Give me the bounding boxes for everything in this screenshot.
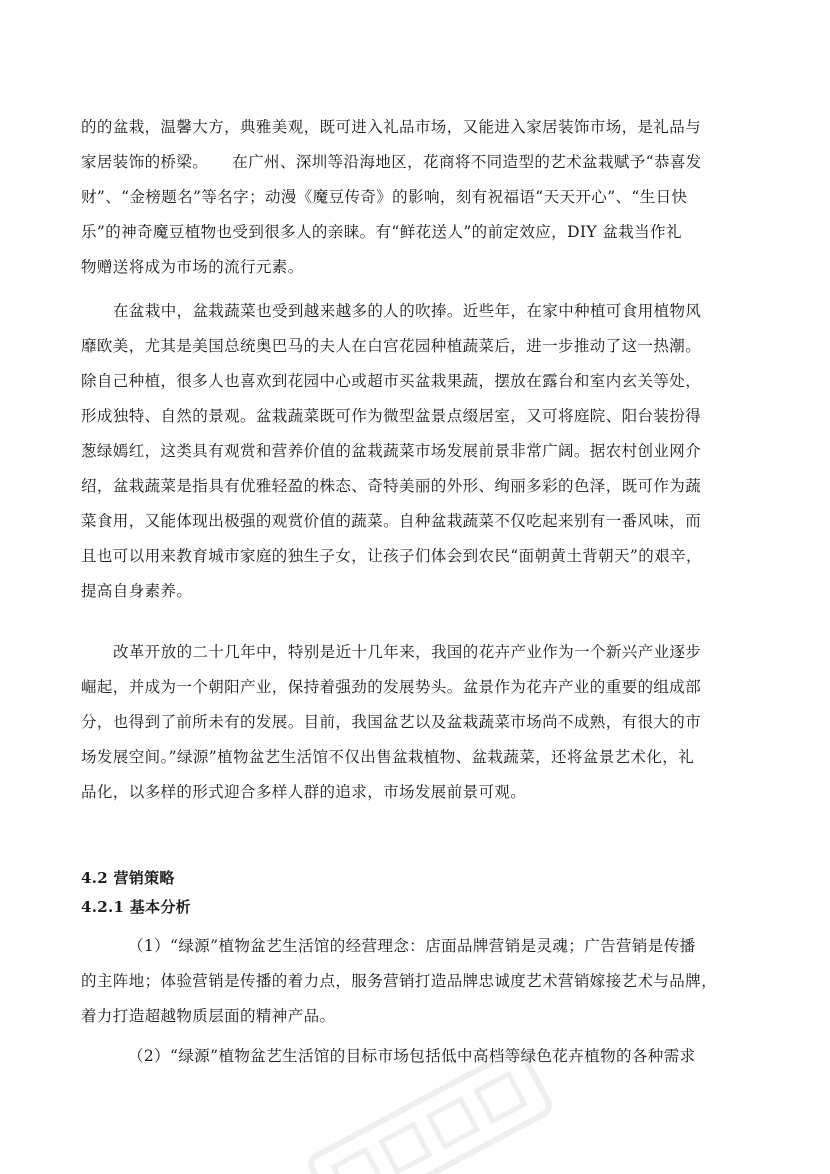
paragraph-2-line: 形成独特、自然的景观。盆栽蔬菜既可作为微型盆景点缀居室，又可将庭院、阳台装扮得 bbox=[81, 407, 702, 425]
paragraph-2-line: 靡欧美，尤其是美国总统奥巴马的夫人在白宫花园种植蔬菜后，进一步推动了这一热潮。 bbox=[81, 337, 702, 355]
paragraph-3-line: 场发展空间。”绿源”植物盆艺生活馆不仅出售盆栽植物、盆栽蔬菜，还将盆景艺术化，礼 bbox=[81, 748, 695, 766]
paragraph-1-line: 物赠送将成为市场的流行元素。 bbox=[81, 258, 304, 276]
paragraph-1-line: 财”、“金榜题名”等名字；动漫《魔豆传奇》的影响，刻有祝福语“天天开心”、“生日快 bbox=[81, 188, 688, 206]
paragraph-4-line: 的主阵地；体验营销是传播的着力点，服务营销打造品牌忠诚度艺术营销嫁接艺术与品牌， bbox=[81, 972, 718, 990]
paragraph-1-line: 家居装饰的桥梁。 在广州、深圳等沿海地区，花商将不同造型的艺术盆栽赋予“恭喜发 bbox=[81, 153, 702, 171]
paragraph-2-line: 在盆栽中，盆栽蔬菜也受到越来越多的人的吹捧。近些年，在家中种植可食用植物风 bbox=[113, 302, 702, 320]
paragraph-3-line: 分，也得到了前所未有的发展。目前，我国盆艺以及盆栽蔬菜市场尚不成熟，有很大的市 bbox=[81, 713, 702, 731]
paragraph-2-line: 提高自身素养。 bbox=[81, 582, 193, 600]
paragraph-3-line: 崛起，并成为一个朝阳产业，保持着强劲的发展势头。盆景作为花卉产业的重要的组成部 bbox=[81, 678, 702, 696]
paragraph-2-line: 绍，盆栽蔬菜是指具有优雅轻盈的株态、奇特美丽的外形、绚丽多彩的色泽，既可作为蔬 bbox=[81, 477, 702, 495]
paragraph-5-line: （2）“绿源”植物盆艺生活馆的目标市场包括低中高档等绿色花卉植物的各种需求 bbox=[128, 1047, 696, 1065]
subsection-heading: 4.2.1 基本分析 bbox=[81, 898, 191, 916]
paragraph-4-line: 着力打造超越物质层面的精神产品。 bbox=[81, 1007, 336, 1025]
paragraph-2-line: 除自己种植，很多人也喜欢到花园中心或超市买盆栽果蔬，摆放在露台和室内玄关等处， bbox=[81, 372, 702, 390]
paragraph-2-line: 且也可以用来教育城市家庭的独生子女，让孩子们体会到农民“面朝黄土背朝天”的艰辛， bbox=[81, 547, 702, 565]
paragraph-4-line: （1）“绿源”植物盆艺生活馆的经营理念：店面品牌营销是灵魂；广告营销是传播 bbox=[128, 937, 696, 955]
section-heading: 4.2 营销策略 bbox=[81, 869, 175, 887]
paragraph-1-line: 的的盆栽，温馨大方，典雅美观，既可进入礼品市场，又能进入家居装饰市场，是礼品与 bbox=[81, 118, 702, 136]
paragraph-1-line: 乐”的神奇魔豆植物也受到很多人的亲睐。有“鲜花送人”的前定效应，DIY 盆栽当作礼 bbox=[81, 223, 682, 241]
paragraph-3-line: 改革开放的二十几年中，特别是近十几年来，我国的花卉产业作为一个新兴产业逐步 bbox=[113, 643, 702, 661]
paragraph-2-line: 葱绿嫣红，这类具有观赏和营养价值的盆栽蔬菜市场发展前景非常广阔。据农村创业网介 bbox=[81, 442, 702, 460]
paragraph-2-line: 菜食用，又能体现出极强的观赏价值的蔬菜。自种盆栽蔬菜不仅吃起来别有一番风味，而 bbox=[81, 512, 702, 530]
paragraph-3-line: 品化，以多样的形式迎合多样人群的追求，市场发展前景可观。 bbox=[81, 783, 527, 801]
